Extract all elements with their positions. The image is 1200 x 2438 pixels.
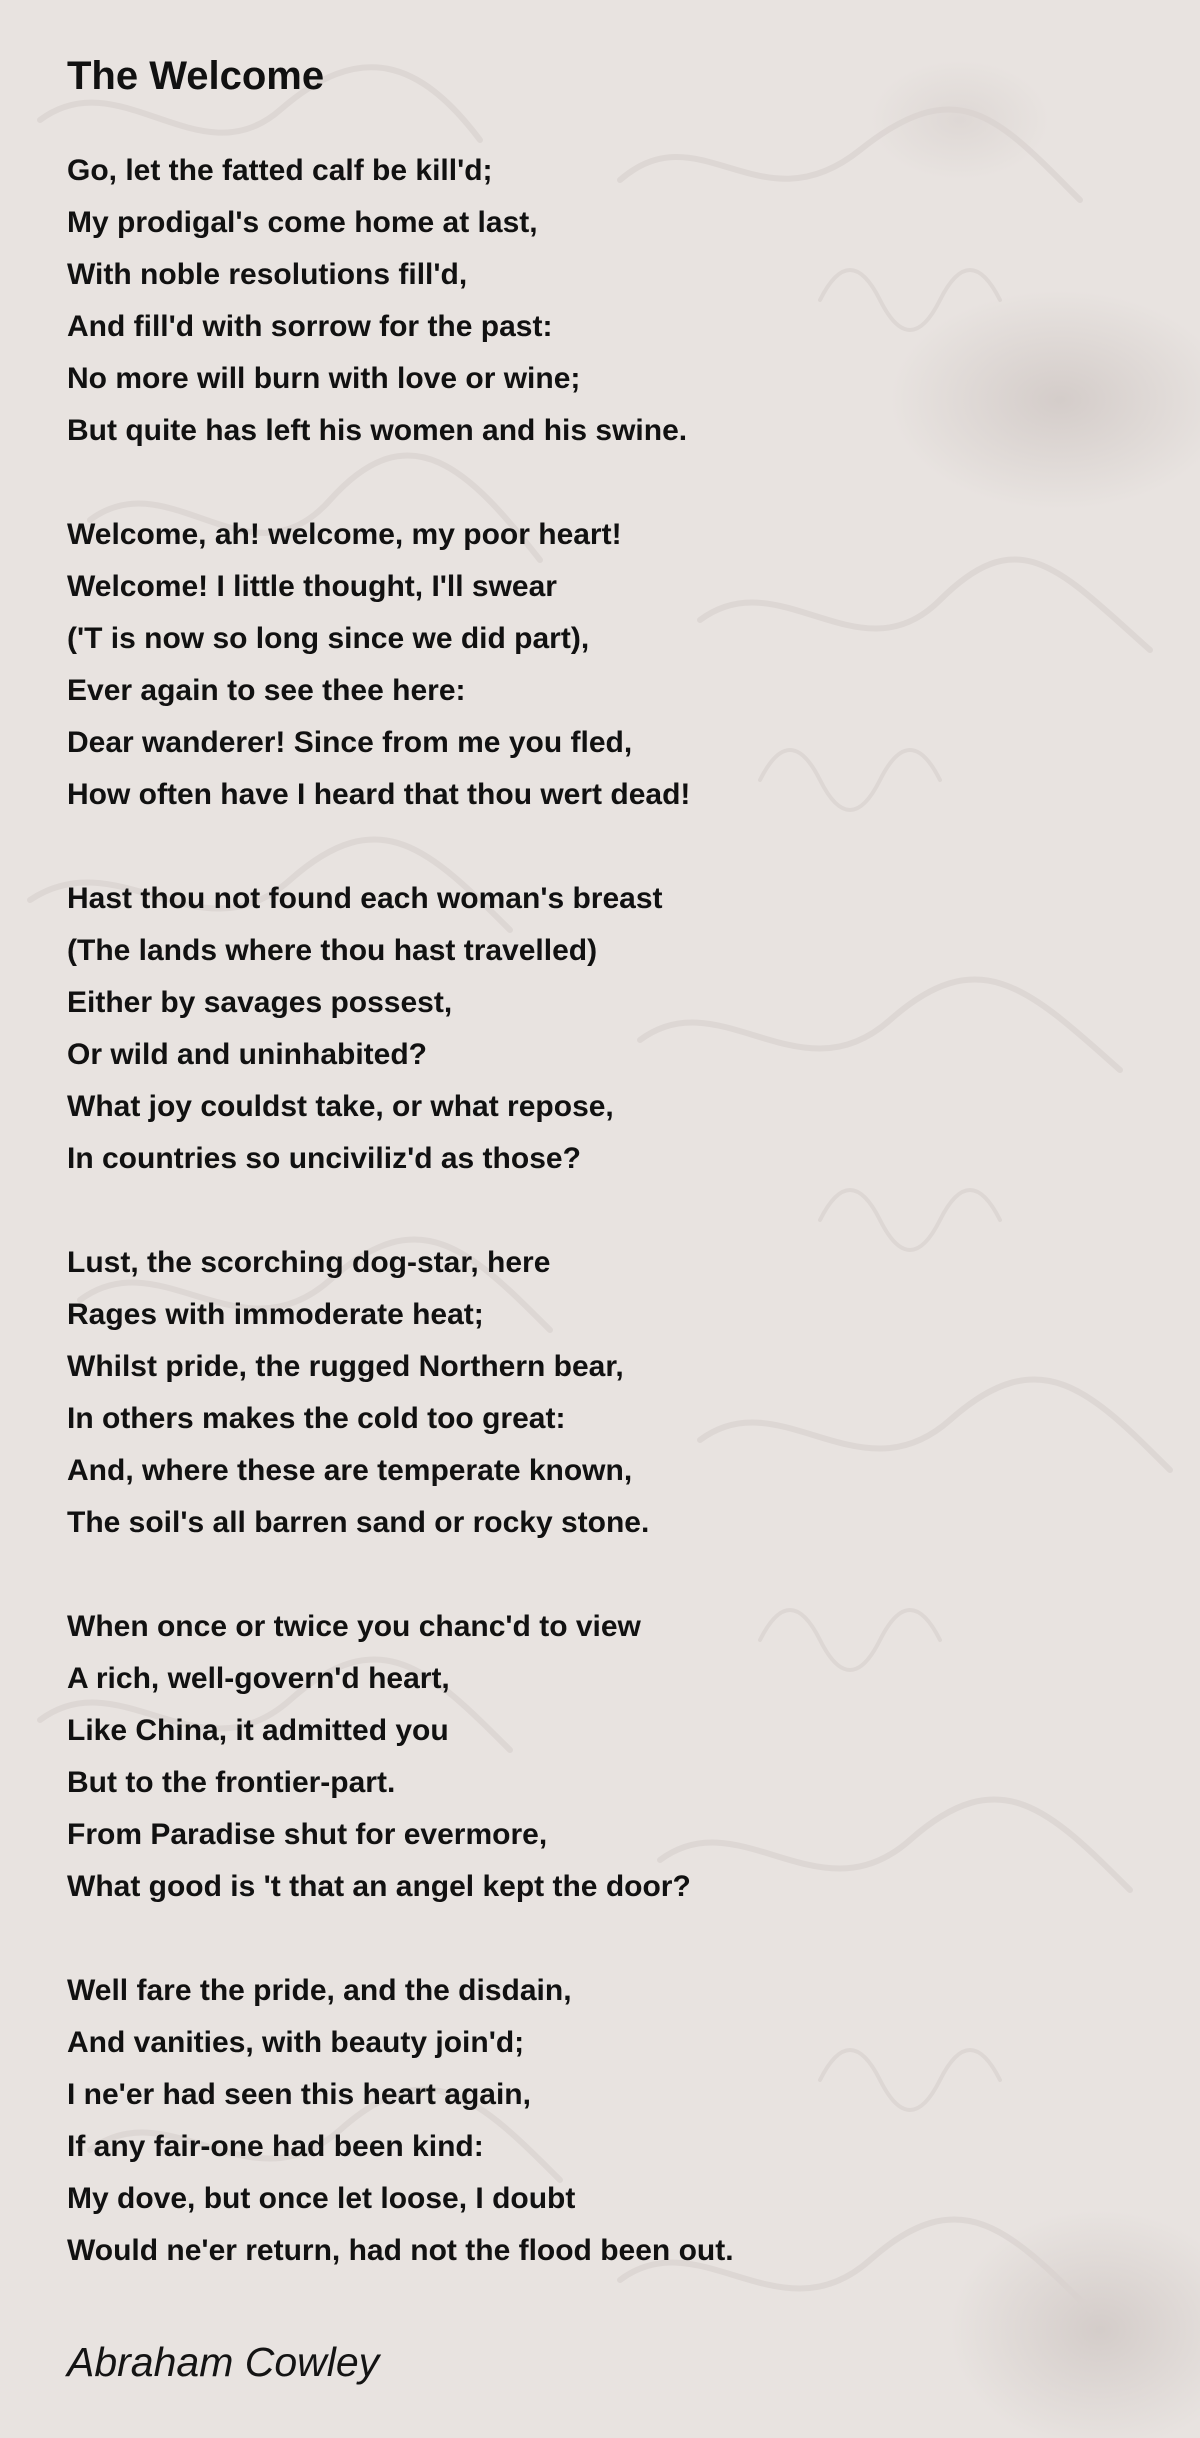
poem-line: In others makes the cold too great: bbox=[67, 1402, 566, 1435]
poem-line: Go, let the fatted calf be kill'd; bbox=[67, 154, 493, 187]
stanza-6 bbox=[67, 1965, 1167, 2277]
poem-line: With noble resolutions fill'd, bbox=[67, 258, 468, 291]
stanza-5 bbox=[67, 1601, 1167, 1913]
poem-line: If any fair-one had been kind: bbox=[67, 2130, 484, 2163]
poem-line: No more will burn with love or wine; bbox=[67, 362, 581, 395]
stanza-3 bbox=[67, 873, 1167, 1185]
poem-line: And vanities, with beauty join'd; bbox=[67, 2026, 525, 2059]
poem-line: But to the frontier-part. bbox=[67, 1766, 396, 1799]
poem-line: Whilst pride, the rugged Northern bear, bbox=[67, 1350, 624, 1383]
poem-line: Lust, the scorching dog-star, here bbox=[67, 1246, 551, 1279]
poem-line: Hast thou not found each woman's breast bbox=[67, 882, 663, 915]
poem-line: Would ne'er return, had not the flood been out. bbox=[67, 2234, 734, 2267]
poem-line: And, where these are temperate known, bbox=[67, 1454, 633, 1487]
poem-line: From Paradise shut for evermore, bbox=[67, 1818, 548, 1851]
poem-line: My dove, but once let loose, I doubt bbox=[67, 2182, 576, 2215]
poem-line: Well fare the pride, and the disdain, bbox=[67, 1974, 572, 2007]
poem-line: How often have I heard that thou wert dead! bbox=[67, 778, 691, 811]
poem-line: Or wild and uninhabited? bbox=[67, 1038, 427, 1071]
poem-title: The Welcome bbox=[67, 54, 325, 98]
poem-line: And fill'd with sorrow for the past: bbox=[67, 310, 553, 343]
stanza-1 bbox=[67, 145, 1167, 457]
poem-line: A rich, well-govern'd heart, bbox=[67, 1662, 450, 1695]
stanza-4 bbox=[67, 1237, 1167, 1549]
poem-line: My prodigal's come home at last, bbox=[67, 206, 538, 239]
poem-body bbox=[67, 145, 1167, 2277]
poem-line: But quite has left his women and his swine. bbox=[67, 414, 688, 447]
poem-line: The soil's all barren sand or rocky stone. bbox=[67, 1506, 650, 1539]
poem-line: Rages with immoderate heat; bbox=[67, 1298, 484, 1331]
poem-line: Ever again to see thee here: bbox=[67, 674, 466, 707]
poem-line: Welcome, ah! welcome, my poor heart! bbox=[67, 518, 622, 551]
poem-line: Like China, it admitted you bbox=[67, 1714, 449, 1747]
poem-line: I ne'er had seen this heart again, bbox=[67, 2078, 531, 2111]
poem-line: What good is 't that an angel kept the door? bbox=[67, 1870, 691, 1903]
poem-author: Abraham Cowley bbox=[67, 2339, 380, 2385]
poem-line: What joy couldst take, or what repose, bbox=[67, 1090, 614, 1123]
poem-line: Dear wanderer! Since from me you fled, bbox=[67, 726, 633, 759]
poem-line: ('T is now so long since we did part), bbox=[67, 622, 590, 655]
stanza-2 bbox=[67, 509, 1167, 821]
poem-line: When once or twice you chanc'd to view bbox=[67, 1610, 641, 1643]
poem-line: (The lands where thou hast travelled) bbox=[67, 934, 598, 967]
poem-line: Welcome! I little thought, I'll swear bbox=[67, 570, 557, 603]
poem-line: Either by savages possest, bbox=[67, 986, 453, 1019]
poem-line: In countries so unciviliz'd as those? bbox=[67, 1142, 581, 1175]
